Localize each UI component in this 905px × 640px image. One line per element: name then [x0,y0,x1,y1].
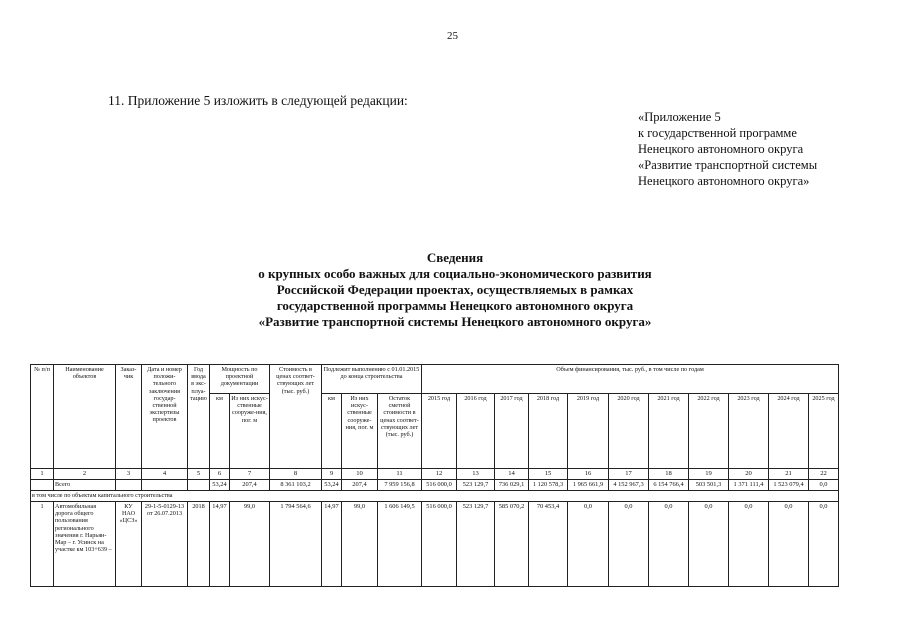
projects-table [30,364,839,587]
subheading-row: в том числе по объектам капитального строительства [31,491,839,502]
header-capacity-group: Мощность по проектной документации [210,365,270,394]
total-value: 503 501,3 [689,480,729,491]
total-value: 7 959 156,8 [378,480,422,491]
header-cap-artificial: Из них искус-ственные сооруже-ния, пог. м [230,394,270,469]
header-cost-current: Стоимость в ценах соответ-ствующих лет (тыс. руб.) [270,365,322,469]
column-number-cell: 9 [322,469,342,480]
total-value: 0,0 [809,480,839,491]
column-number-cell: 11 [378,469,422,480]
column-number-cell: 17 [609,469,649,480]
header-cap-km: км [210,394,230,469]
heading-line: «Развитие транспортной системы Ненецкого автономного округа» [258,314,652,329]
header-financing-group: Объем финансирования, тыс. руб., в том числе по годам [422,365,839,394]
column-number-cell: 16 [568,469,609,480]
total-value: 207,4 [342,480,378,491]
header-rem-km: км [322,394,342,469]
appendix-line: «Развитие транспортной системы [638,158,818,172]
object-value: 0,0 [568,502,609,587]
object-customer: КУ НАО «ЦСЗ» [116,502,142,587]
total-value: 516 000,0 [422,480,457,491]
column-number-cell: 6 [210,469,230,480]
header-year: 2021 год [649,394,689,469]
appendix-block [638,109,817,189]
total-value [116,480,142,491]
total-value: 207,4 [230,480,270,491]
column-number-cell: 1 [31,469,54,480]
appendix-line: Ненецкого автономного округа» [638,174,810,188]
object-value: 99,0 [342,502,378,587]
column-number-cell: 22 [809,469,839,480]
total-value: 523 129,7 [457,480,495,491]
header-name: Наименование объектов [54,365,116,469]
heading-line: Сведения [426,250,484,265]
header-year: 2024 год [769,394,809,469]
total-value: 8 361 103,2 [270,480,322,491]
appendix-line: «Приложение 5 [638,110,721,124]
object-value: 70 453,4 [529,502,568,587]
object-value: 99,0 [230,502,270,587]
header-year: 2023 год [729,394,769,469]
column-number-cell: 15 [529,469,568,480]
amendment-line: 11. Приложение 5 изложить в следующей редакции: [108,93,408,108]
document-heading [150,250,760,330]
total-value [31,480,54,491]
total-value: 53,24 [210,480,230,491]
column-number-cell: 10 [342,469,378,480]
header-remaining-group: Подлежит выполнению с 01.01.2015 до конца строительства [322,365,422,394]
header-num: № п/п [31,365,54,469]
total-value [188,480,210,491]
header-year: 2016 год [457,394,495,469]
object-value: 0,0 [809,502,839,587]
column-number-cell: 5 [188,469,210,480]
column-number-cell: 14 [495,469,529,480]
object-value: 0,0 [729,502,769,587]
object-value: 0,0 [609,502,649,587]
appendix-line: к государственной программе [638,126,797,140]
object-value: 1 794 564,6 [270,502,322,587]
object-value: 0,0 [689,502,729,587]
header-year-commission: Год ввода в экс-плуа-тацию [188,365,210,469]
object-value: 585 070,2 [495,502,529,587]
header-year: 2018 год [529,394,568,469]
table-row [31,502,839,587]
total-value [142,480,188,491]
object-num: 1 [31,502,54,587]
object-value: 0,0 [769,502,809,587]
header-date-expertise: Дата и номер положи-тельного заключения государ-ственной экспертизы проектов [142,365,188,469]
header-year: 2017 год [495,394,529,469]
object-name: Автомобильная дорога общего пользования регионального значения г. Нарьян-Мар – г. Усинск на участке км 103+639 – [54,502,116,587]
column-number-cell: 12 [422,469,457,480]
total-value: 53,24 [322,480,342,491]
total-label: Всего [54,480,116,491]
column-number-cell: 20 [729,469,769,480]
column-number-cell: 3 [116,469,142,480]
column-number-cell: 2 [54,469,116,480]
total-value: 736 029,1 [495,480,529,491]
header-year: 2025 год [809,394,839,469]
heading-line: государственной программы Ненецкого автономного округа [276,298,634,313]
header-year: 2020 год [609,394,649,469]
page-number: 25 [447,30,458,42]
column-number-cell: 7 [230,469,270,480]
total-value: 1 371 111,4 [729,480,769,491]
total-value: 1 965 661,9 [568,480,609,491]
heading-line: Российской Федерации проектах, осуществляемых в рамках [276,282,634,297]
column-number-cell: 8 [270,469,322,480]
header-rem-cost: Остаток сметной стоимости в ценах соответ-ствующих лет (тыс. руб.) [378,394,422,469]
object-value: 14,97 [210,502,230,587]
object-value: 14,97 [322,502,342,587]
appendix-line: Ненецкого автономного округа [638,142,804,156]
total-row [31,480,839,491]
header-year: 2019 год [568,394,609,469]
header-year: 2022 год [689,394,729,469]
object-value: 516 000,0 [422,502,457,587]
column-number-cell: 18 [649,469,689,480]
total-value: 4 152 967,3 [609,480,649,491]
header-rem-artificial: Из них искус-ственные сооруже-ния, пог. м [342,394,378,469]
column-number-cell: 4 [142,469,188,480]
column-number-cell: 13 [457,469,495,480]
column-number-row [31,469,839,480]
object-year: 2018 [188,502,210,587]
object-value: 1 606 149,5 [378,502,422,587]
object-date-expertise: 29-1-5-0129-13 от 26.07.2013 [142,502,188,587]
object-value: 0,0 [649,502,689,587]
total-value: 1 120 578,3 [529,480,568,491]
heading-line: о крупных особо важных для социально-экономического развития [258,266,652,281]
total-value: 6 154 766,4 [649,480,689,491]
header-customer: Заказ-чик [116,365,142,469]
object-value: 523 129,7 [457,502,495,587]
column-number-cell: 21 [769,469,809,480]
column-number-cell: 19 [689,469,729,480]
total-value: 1 523 079,4 [769,480,809,491]
header-year: 2015 год [422,394,457,469]
